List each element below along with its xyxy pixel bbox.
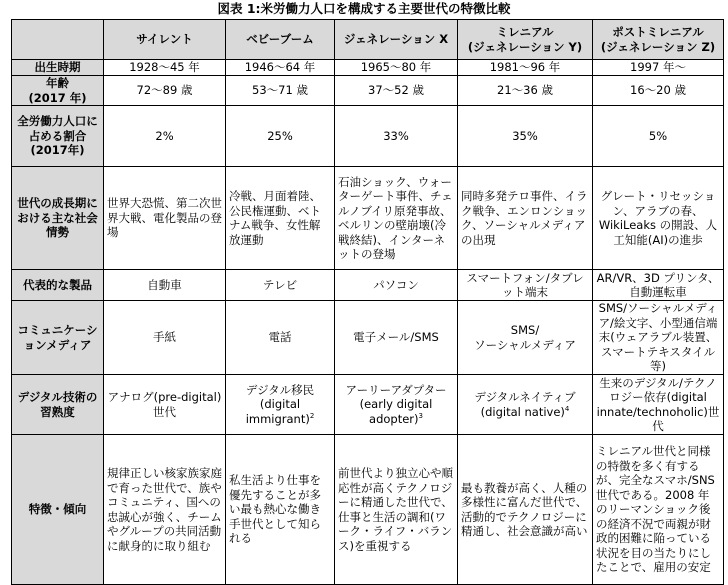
table-row — [12, 375, 724, 435]
table-row — [12, 270, 724, 301]
row-header-products: 代表的な製品 — [12, 270, 104, 301]
cell — [458, 375, 593, 435]
cell — [335, 375, 458, 435]
footnote-marker: 3 — [418, 411, 423, 420]
footnote-marker: 2 — [309, 411, 315, 420]
cell: 自動車 — [104, 270, 226, 301]
cell: 1946〜64 年 — [226, 60, 335, 76]
cell: 最も教養が高く、人種の多様性に富んだ世代で、活動的でテクノロジーに精通し、社会意識が高い — [458, 435, 593, 585]
cell: 25% — [226, 106, 335, 167]
cell: 72〜89 歳 — [104, 76, 226, 106]
table-header-row — [12, 20, 724, 60]
cell: 冷戦、月面着陸、公民権運動、ベトナム戦争、女性解放運動 — [226, 167, 335, 270]
cell: 電子メール/SMS — [335, 301, 458, 375]
row-header-characteristics: 特徴・傾向 — [12, 435, 104, 585]
figure-title: 図表 1:米労働力人口を構成する主要世代の特徴比較 — [217, 1, 511, 16]
column-header-millennial: ミレニアル (ジェネレーション Y) — [458, 20, 593, 60]
cell-text: アーリーアダプター (early digital adopter) — [345, 382, 447, 426]
cell: 同時多発テロ事件、イラク戦争、エンロンショック、ソーシャルメディアの出現 — [458, 167, 593, 270]
cell: 37〜52 歳 — [335, 76, 458, 106]
cell: 16〜20 歳 — [593, 76, 724, 106]
cell: 世界大恐慌、第二次世界大戦、電化製品の登場 — [104, 167, 226, 270]
column-header-silent: サイレント — [104, 20, 226, 60]
cell: 石油ショック、ウォーターゲート事件、チェルノブイリ原発事故、ベルリンの壁崩壊(冷戦終結)、インターネットの登場 — [335, 167, 458, 270]
cell: 35% — [458, 106, 593, 167]
corner-cell — [12, 20, 104, 60]
table-row — [12, 106, 724, 167]
footnote-marker: 4 — [564, 404, 570, 413]
cell: テレビ — [226, 270, 335, 301]
cell-text: デジタルネイティブ (digital native) — [474, 390, 576, 419]
cell: 2% — [104, 106, 226, 167]
cell: 私生活より仕事を優先することが多い最も熱心な働き手世代として知られる — [226, 435, 335, 585]
cell: 5% — [593, 106, 724, 167]
cell-text: デジタル移民 (digital immigrant) — [245, 382, 315, 426]
generation-comparison-table — [11, 19, 724, 585]
cell: SMS/ ソーシャルメディア — [458, 301, 593, 375]
cell — [226, 375, 335, 435]
column-header-babyboom: ベビーブーム — [226, 20, 335, 60]
cell: 53〜71 歳 — [226, 76, 335, 106]
cell: AR/VR、3D プリンタ、自動運転車 — [593, 270, 724, 301]
cell: 生来のデジタル/テクノロジー依存(digital innate/technoholic)世代 — [593, 375, 724, 435]
row-header-social-conditions: 世代の成長期における主な社会情勢 — [12, 167, 104, 270]
table-row — [12, 167, 724, 270]
cell: アナログ(pre-digital)世代 — [104, 375, 226, 435]
cell: 電話 — [226, 301, 335, 375]
cell: パソコン — [335, 270, 458, 301]
table-row — [12, 301, 724, 375]
cell: グレート・リセッション、アラブの春、WikiLeaks の開設、人工知能(AI)の進歩 — [593, 167, 724, 270]
column-header-genx: ジェネレーション X — [335, 20, 458, 60]
cell: 21〜36 歳 — [458, 76, 593, 106]
cell: ミレニアル世代と同様の特徴を多く有するが、完全なスマホ/SNS 世代である。2008 年のリーマンショック後の経済不況で両親が財政的困難に陥っている状況を目の当たりにしたことで、雇用の安定 — [593, 435, 724, 585]
cell: 1981〜96 年 — [458, 60, 593, 76]
table-row — [12, 60, 724, 76]
cell: 1997 年〜 — [593, 60, 724, 76]
row-header-age: 年齢 (2017 年) — [12, 76, 104, 106]
cell: 1965〜80 年 — [335, 60, 458, 76]
row-header-birth-period: 出生時期 — [12, 60, 104, 76]
cell: 33% — [335, 106, 458, 167]
table-row — [12, 435, 724, 585]
row-header-labor-share: 全労働力人口に占める割合(2017年) — [12, 106, 104, 167]
cell: 規律正しい核家族家庭で育った世代で、族やコミュニティ、国への忠誠心が強く、チームやグループの共同活動に献身的に取り組む — [104, 435, 226, 585]
row-header-digital-literacy: デジタル技術の習熟度 — [12, 375, 104, 435]
cell: 1928〜45 年 — [104, 60, 226, 76]
column-header-postmillennial: ポストミレニアル (ジェネレーション Z) — [593, 20, 724, 60]
cell: 前世代より独立心や順応性が高くテクノロジーに精通した世代で、仕事と生活の調和(ワーク・ライフ・バランス)を重視する — [335, 435, 458, 585]
table-row — [12, 76, 724, 106]
cell: スマートフォン/タブレット端末 — [458, 270, 593, 301]
cell: SMS/ソーシャルメディア/絵文字、小型通信端末(ウェアラブル装置、スマートテキスタイル等) — [593, 301, 724, 375]
cell: 手紙 — [104, 301, 226, 375]
row-header-communication: コミュニケーションメディア — [12, 301, 104, 375]
